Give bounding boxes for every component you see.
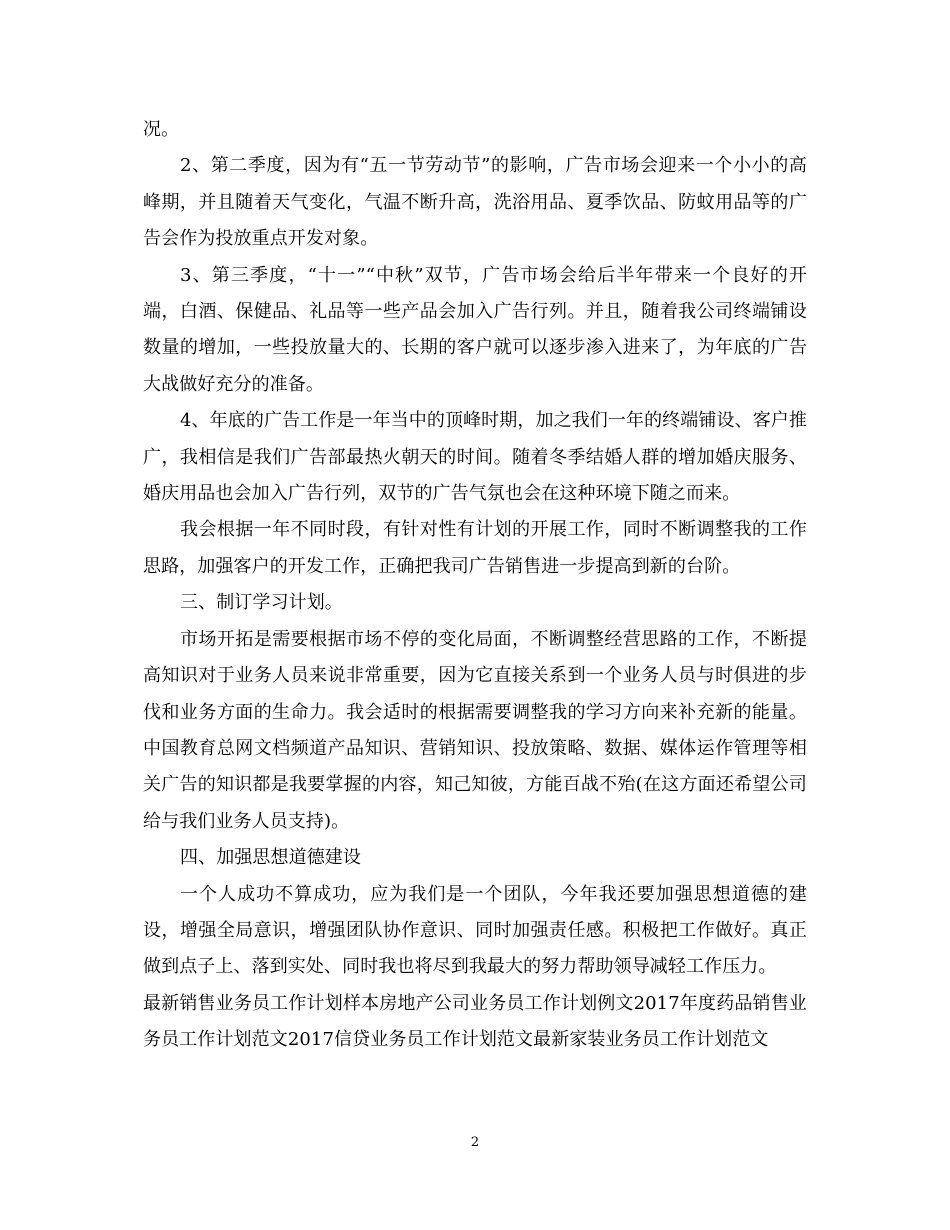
related-link[interactable]: 2017信贷业务员工作计划范文 [287,1029,534,1051]
section-heading-study-plan: 三、制订学习计划。 [180,592,343,614]
related-link[interactable]: 2017年度药品销售业务员工作计划范文 [143,992,807,1051]
related-links [143,986,807,1059]
paragraph-study-plan: 市场开拓是需要根据市场不停的变化局面，不断调整经营思路的工作，不断提高知识对于业务人员来说非常重要，因为它直接关系到一个业务人员与时俱进的步伐和业务方面的生命力。我会适时的根据需要调整我的学习方向来补充新的能量。中国教育总网文档频道产品知识、营销知识、投放策略、数据、媒体运作管理等相关广告的知识都是我要掌握的内容，知己知彼，方能百战不殆(在这方面还希望公司给与我们业务人员支持)。 [143,628,807,832]
paragraph-work-adjustment: 我会根据一年不同时段，有针对性有计划的开展工作，同时不断调整我的工作思路，加强客户的开发工作，正确把我司广告销售进一步提高到新的台阶。 [143,519,807,577]
related-link[interactable]: 最新家装业务员工作计划范文 [533,1029,769,1051]
paragraph-moral-building: 一个人成功不算成功，应为我们是一个团队，今年我还要加强思想道德的建设，增强全局意识，增强团队协作意识、同时加强责任感。积极把工作做好。真正做到点子上、落到实处、同时我也将尽到我最大的努力帮助领导减轻工作压力。 [143,883,807,978]
related-link[interactable]: 房地产公司业务员工作计划例文 [379,992,634,1014]
document-body [143,112,807,1059]
section-heading-moral-building: 四、加强思想道德建设 [180,847,361,869]
page-number: 2 [470,1135,480,1150]
paragraph-q2-plan: 2、第二季度，因为有“五一节劳动节”的影响，广告市场会迎来一个小小的高峰期，并且随着天气变化，气温不断升高，洗浴用品、夏季饮品、防蚊用品等的广告会作为投放重点开发对象。 [143,155,807,250]
paragraph-q3-plan: 3、第三季度，“十一”“中秋”双节，广告市场会给后半年带来一个良好的开端，白酒、保健品、礼品等一些产品会加入广告行列。并且，随着我公司终端铺设数量的增加，一些投放量大的、长期的客户就可以逐步渗入进来了，为年底的广告大战做好充分的准备。 [143,264,807,395]
related-link[interactable]: 最新销售业务员工作计划样本 [143,992,380,1014]
paragraph-year-end-plan: 4、年底的广告工作是一年当中的顶峰时期，加之我们一年的终端铺设、客户推广，我相信是我们广告部最热火朝天的时间。随着冬季结婚人群的增加婚庆服务、婚庆用品也会加入广告行列，双节的广告气氛也会在这种环境下随之而来。 [143,410,807,505]
paragraph-continuation: 况。 [143,119,180,140]
